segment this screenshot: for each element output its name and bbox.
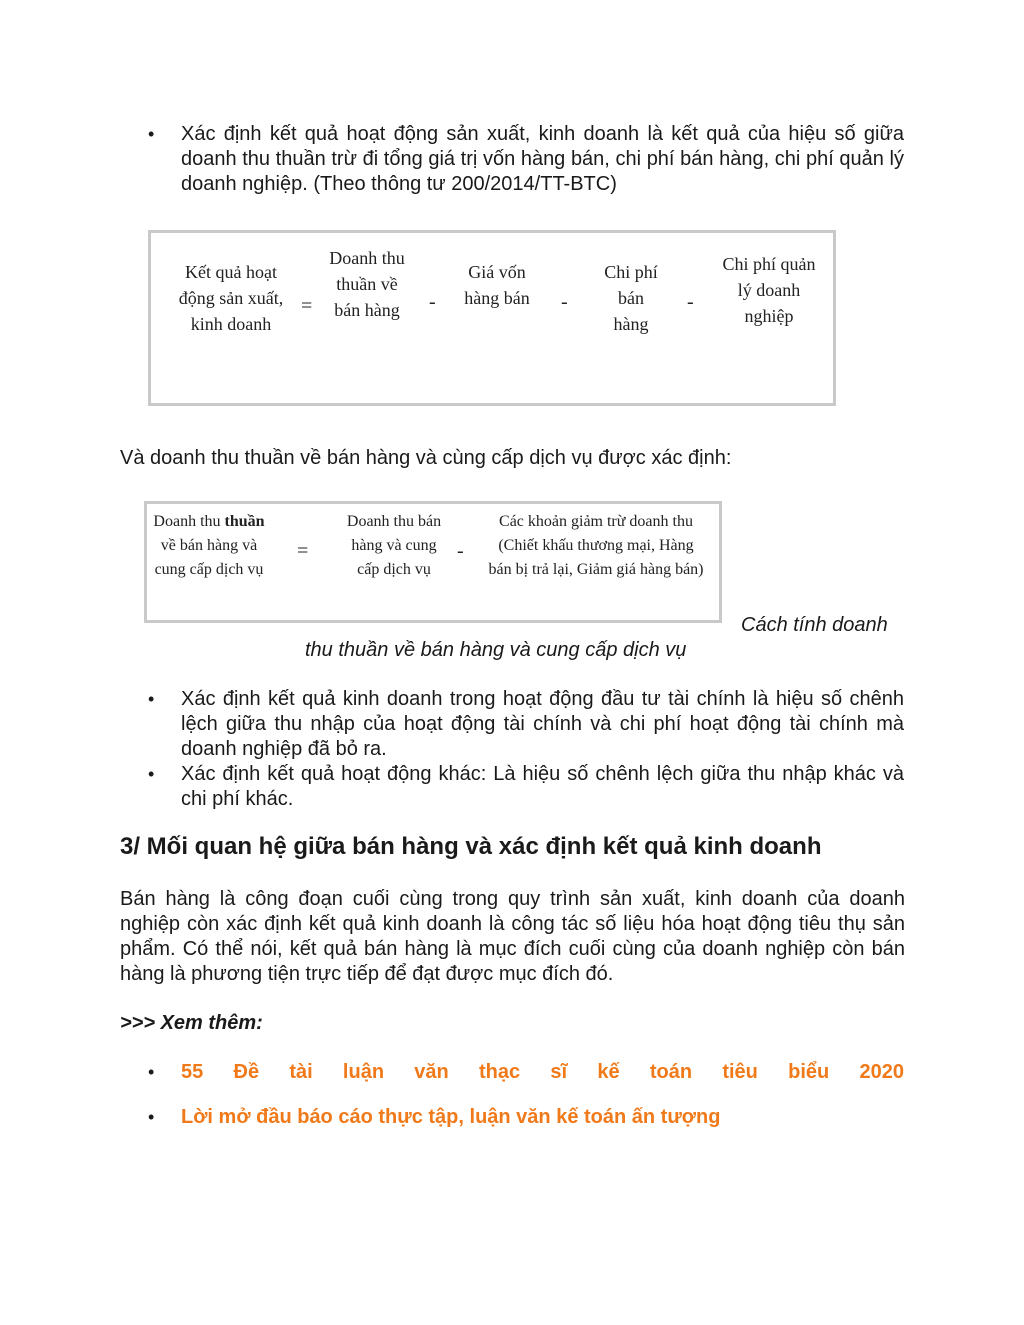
formula2-gross-revenue: Doanh thu bán hàng và cung cấp dịch vụ xyxy=(346,513,442,578)
related-article-link[interactable]: • 55 Đề tài luận văn thạc sĩ kế toán tiêu biểu 2020 xyxy=(181,1061,904,1083)
list-item: • Xác định kết quả kinh doanh trong hoạt động đầu tư tài chính là hiệu số chênh lệch giữa thu nhập của hoạt động tài chính và chi phí hoạt động tài chính mà doanh nghiệp đã bỏ ra. xyxy=(148,687,904,762)
formula-term-revenue: Doanh thu thuần về bán hàng xyxy=(329,248,405,320)
intro-paragraph: Và doanh thu thuần về bán hàng và cùng cấp dịch vụ được xác định: xyxy=(120,447,732,469)
formula-term-admin-cost: Chi phí quản lý doanh nghiệp xyxy=(722,254,816,326)
figure-caption-line2: thu thuần về bán hàng và cung cấp dịch vụ xyxy=(305,639,687,661)
minus-sign: - xyxy=(561,291,568,313)
figure-caption-line1: Cách tính doanh xyxy=(741,614,888,636)
formula-term-selling-cost: Chi phí bán hàng xyxy=(604,262,658,334)
formula2-deductions: Các khoản giảm trừ doanh thu (Chiết khấu thương mại, Hàng bán bị trả lại, Giảm giá hàng bán) xyxy=(488,513,704,578)
list-item xyxy=(148,1105,904,1130)
body-paragraph: Bán hàng là công đoạn cuối cùng trong quy trình sản xuất, kinh doanh của doanh nghiệp còn xác định kết quả kinh doanh là công tác số liệu hóa hoạt động tiêu thụ sản phẩm. Có thể nói, kết quả bán hàng là mục đích cuối cùng của doanh nghiệp còn bán hàng là phương tiện trực tiếp để đạt được mục đích đó. xyxy=(120,888,905,985)
net-revenue-formula-diagram xyxy=(144,501,722,623)
section-heading: 3/ Mối quan hệ giữa bán hàng và xác định kết quả kinh doanh xyxy=(120,833,822,860)
bullet-list-middle xyxy=(148,687,904,812)
formula-result-diagram xyxy=(148,230,836,406)
bullet-list-top xyxy=(148,122,904,197)
list-item xyxy=(148,1060,904,1085)
equals-sign: = xyxy=(301,295,313,317)
minus-sign: - xyxy=(687,291,694,313)
see-more-label: >>> Xem thêm: xyxy=(120,1012,263,1034)
list-item: • Xác định kết quả hoạt động khác: Là hiệu số chênh lệch giữa thu nhập khác và chi phí khác. xyxy=(148,762,904,812)
formula-result-term: Kết quả hoạt động sản xuất, kinh doanh xyxy=(178,262,284,334)
list-item: • Xác định kết quả hoạt động sản xuất, kinh doanh là kết quả của hiệu số giữa doanh thu thuần trừ đi tổng giá trị vốn hàng bán, chi phí bán hàng, chi phí quản lý doanh nghiệp. (Theo thông tư 200/2014/TT-BTC) xyxy=(148,122,904,197)
minus-sign: - xyxy=(457,540,464,562)
related-links-list xyxy=(148,1060,904,1130)
equals-sign: = xyxy=(297,540,309,562)
formula2-result-term: Doanh thu thuần về bán hàng và cung cấp dịch vụ xyxy=(153,513,265,578)
minus-sign: - xyxy=(429,291,436,313)
related-article-link[interactable]: • Lời mở đầu báo cáo thực tập, luận văn kế toán ấn tượng xyxy=(181,1106,721,1128)
formula-term-cogs: Giá vốn hàng bán xyxy=(464,262,530,308)
